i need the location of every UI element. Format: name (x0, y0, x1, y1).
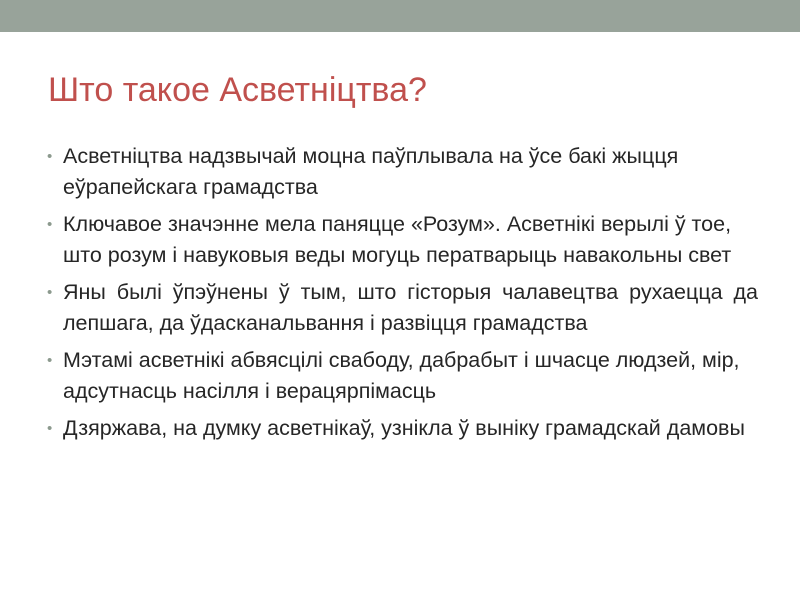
bullet-dot-icon: • (47, 284, 53, 301)
bullet-item (46, 345, 758, 407)
bullet-dot-icon: • (47, 216, 53, 233)
bullet-dot-icon: • (47, 420, 53, 437)
bullet-dot-icon: • (47, 148, 53, 165)
top-decor-bar (0, 0, 800, 32)
bullet-text: Мэтамі асветнікі абвясцілі свабоду, дабрабыт і шчасце людзей, мір, адсутнасць насілля і верацярпімасць (63, 348, 740, 403)
bullet-item (46, 277, 758, 339)
bullet-text: Асветніцтва надзвычай моцна паўплывала на ўсе бакі жыцця еўрапейскага грамадства (63, 144, 679, 199)
bullet-text: Яны былі ўпэўнены ў тым, што гісторыя чалавецтва рухаецца да лепшага, да ўдасканальвання і развіцця грамадства (63, 280, 758, 335)
bullet-list (46, 141, 758, 450)
slide-title: Што такое Асветніцтва? (48, 71, 427, 109)
bullet-item (46, 413, 758, 444)
bullet-text: Ключавое значэнне мела паняцце «Розум». Асветнікі верылі ў тое, што розум і навуковыя веды могуць ператварыць навакольны свет (63, 212, 732, 267)
bullet-item (46, 141, 758, 203)
bullet-text: Дзяржава, на думку асветнікаў, узнікла ў выніку грамадскай дамовы (63, 416, 745, 440)
bullet-dot-icon: • (47, 352, 53, 369)
bullet-item (46, 209, 758, 271)
